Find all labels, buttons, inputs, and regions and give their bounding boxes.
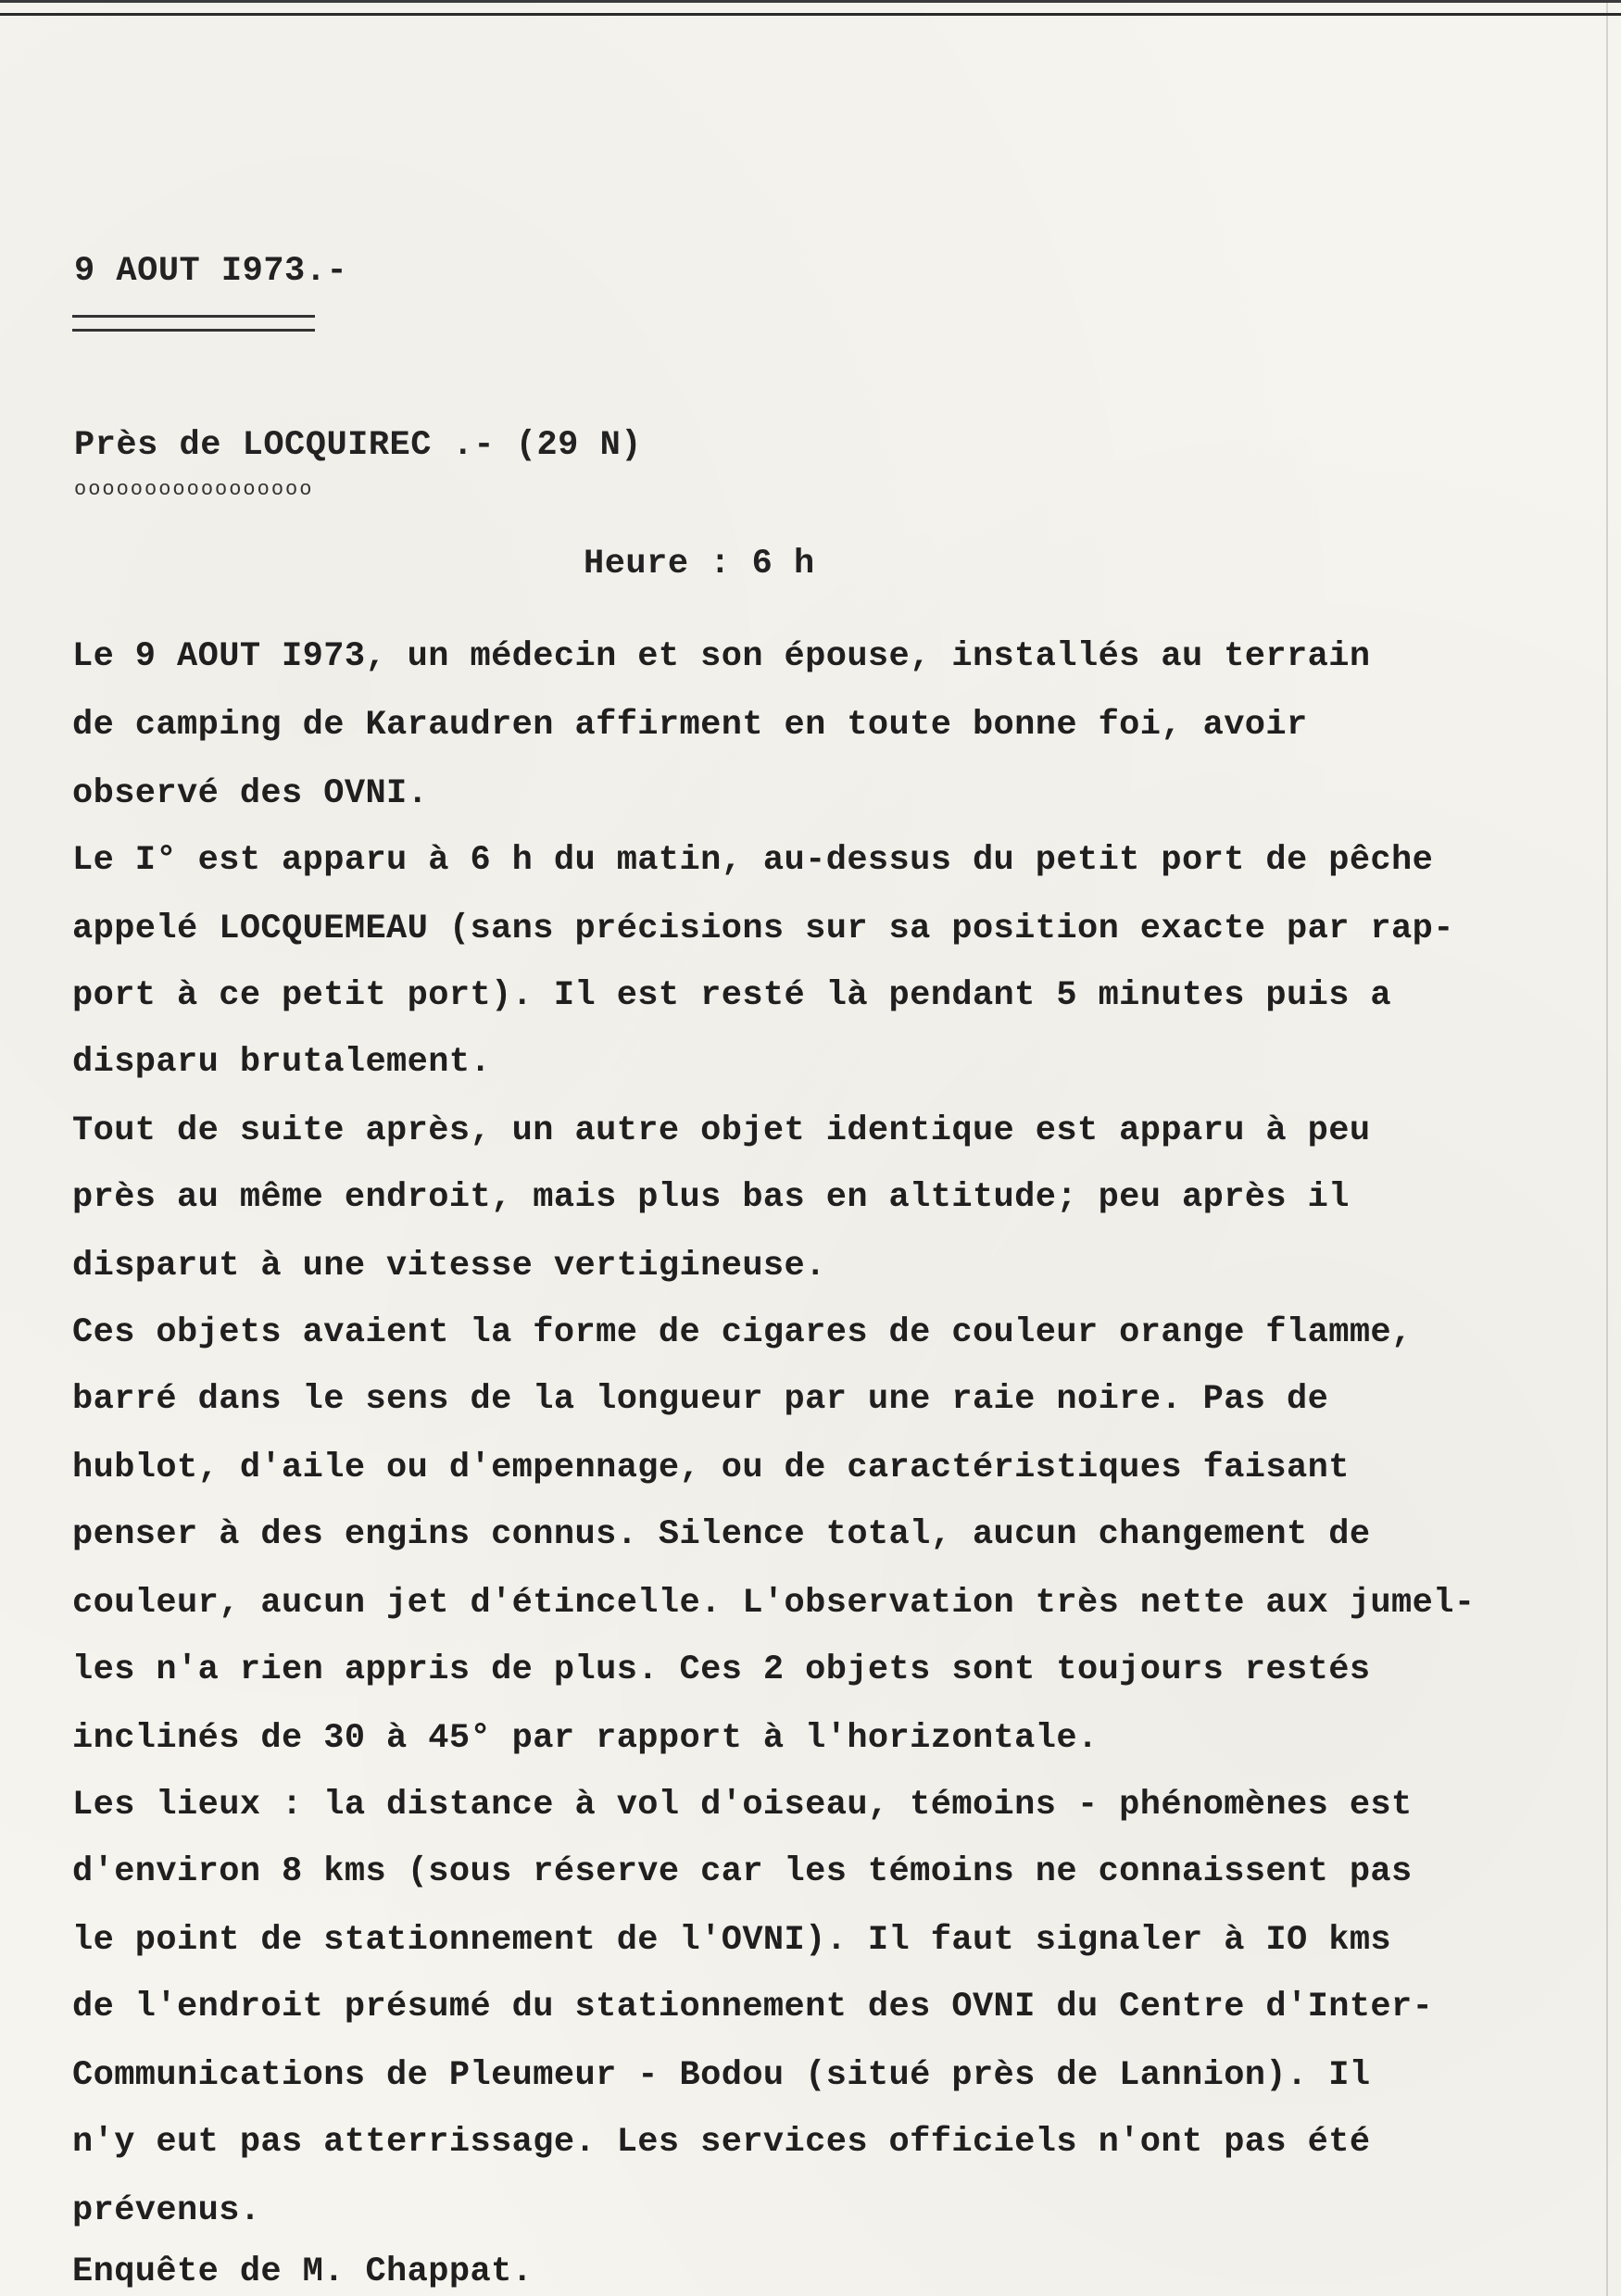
body-line: couleur, aucun jet d'étincelle. L'observation très nette aux jumel-	[72, 1584, 1476, 1623]
page-top-edge	[0, 0, 1621, 16]
body-line: disparu brutalement.	[72, 1043, 492, 1082]
body-line: disparut à une vitesse vertigineuse.	[72, 1247, 826, 1286]
body-line: d'environ 8 kms (sous réserve car les témoins ne connaissent pas	[72, 1852, 1413, 1891]
body-line: les n'a rien appris de plus. Ces 2 objets sont toujours restés	[72, 1650, 1371, 1689]
body-line: observé des OVNI.	[72, 774, 429, 813]
body-line: port à ce petit port). Il est resté là pendant 5 minutes puis a	[72, 976, 1392, 1015]
report-date: 9 AOUT I973.-	[74, 252, 348, 291]
body-line: le point de stationnement de l'OVNI). Il faut signaler à IO kms	[72, 1921, 1392, 1960]
report-time: Heure : 6 h	[584, 545, 815, 583]
body-line: inclinés de 30 à 45° par rapport à l'horizontale.	[72, 1719, 1099, 1758]
date-double-underline	[72, 315, 315, 332]
body-line: de camping de Karaudren affirment en toute bonne foi, avoir	[72, 706, 1308, 745]
body-line: Tout de suite après, un autre objet identique est apparu à peu	[72, 1111, 1371, 1150]
body-line: Le I° est apparu à 6 h du matin, au-dessus du petit port de pêche	[72, 841, 1434, 880]
body-line: Ces objets avaient la forme de cigares de couleur orange flamme,	[72, 1313, 1413, 1352]
body-line: appelé LOCQUEMEAU (sans précisions sur sa position exacte par rap-	[72, 910, 1454, 948]
page-right-edge	[1606, 0, 1608, 2296]
report-location: Près de LOCQUIREC .- (29 N)	[74, 426, 642, 465]
body-line: barré dans le sens de la longueur par une raie noire. Pas de	[72, 1380, 1329, 1419]
body-line: penser à des engins connus. Silence total, aucun changement de	[72, 1515, 1371, 1554]
body-line: Le 9 AOUT I973, un médecin et son épouse, installés au terrain	[72, 637, 1371, 676]
body-line: près au même endroit, mais plus bas en altitude; peu après il	[72, 1178, 1350, 1217]
location-underline: ooooooooooooooooo	[74, 478, 314, 501]
body-line: Communications de Pleumeur - Bodou (situé près de Lannion). Il	[72, 2056, 1371, 2095]
body-line: Les lieux : la distance à vol d'oiseau, témoins - phénomènes est	[72, 1786, 1413, 1825]
body-line: hublot, d'aile ou d'empennage, ou de caractéristiques faisant	[72, 1449, 1350, 1487]
body-line: Enquête de M. Chappat.	[72, 2252, 534, 2291]
body-line: prévenus.	[72, 2191, 261, 2230]
body-line: de l'endroit présumé du stationnement des OVNI du Centre d'Inter-	[72, 1988, 1434, 2026]
body-line: n'y eut pas atterrissage. Les services officiels n'ont pas été	[72, 2123, 1371, 2162]
